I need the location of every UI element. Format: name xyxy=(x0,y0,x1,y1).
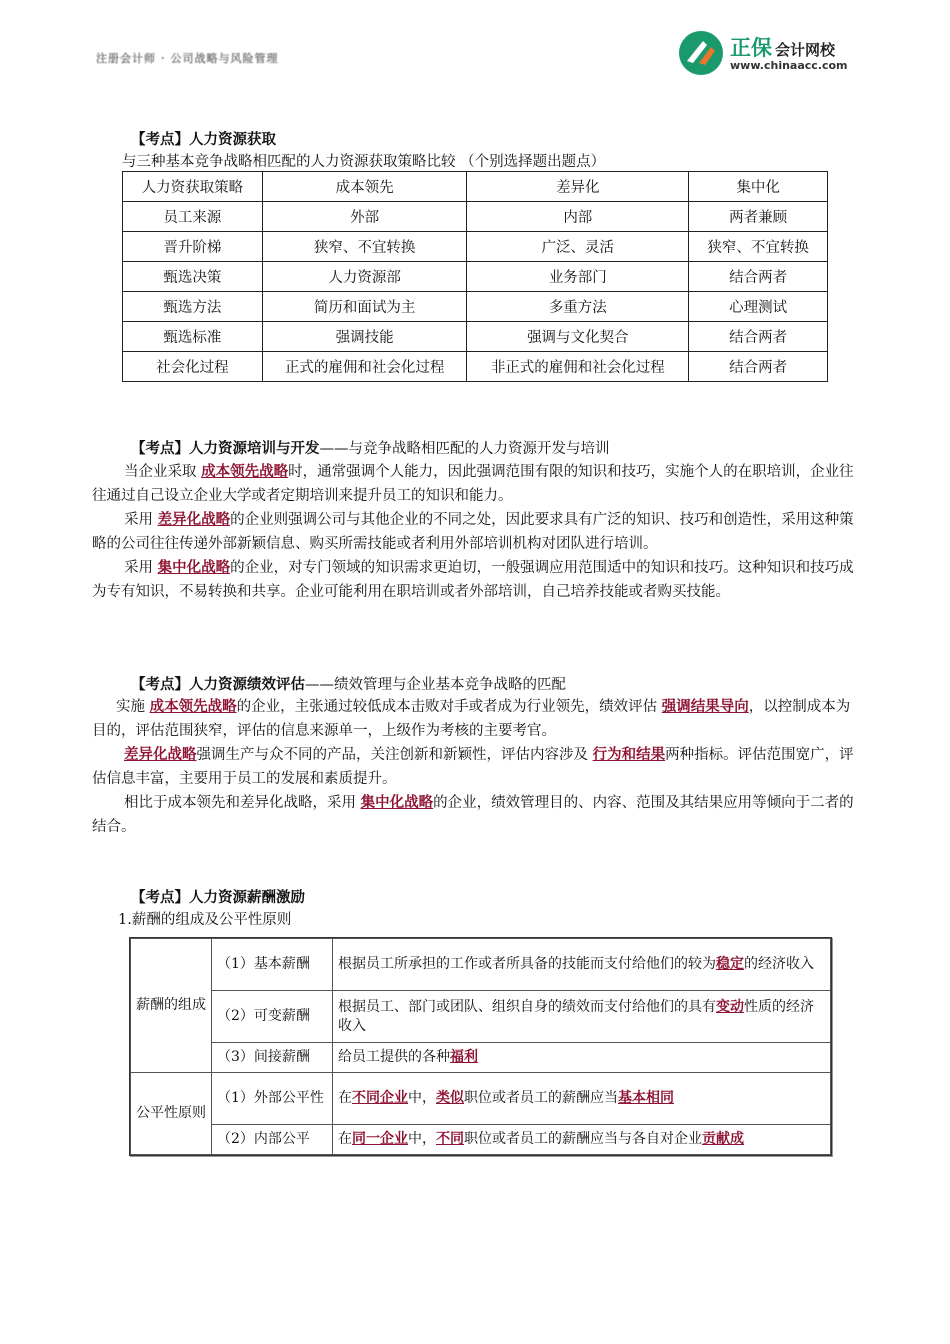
table-row xyxy=(131,1125,831,1155)
table-cell: 结合两者 xyxy=(689,262,828,292)
keyword-highlight: 变动 xyxy=(716,998,744,1015)
table-row xyxy=(123,262,828,292)
table-cell: 强调与文化契合 xyxy=(467,322,689,352)
table-header-row xyxy=(123,172,828,202)
table-cell: 两者兼顾 xyxy=(689,202,828,232)
section-title-appraisal: 【考点】人力资源绩效评估 xyxy=(131,677,305,693)
table-cell: 狭窄、不宜转换 xyxy=(689,232,828,262)
keyword-highlight: 集中化战略 xyxy=(157,559,231,576)
keyword-highlight: 不同企业 xyxy=(352,1090,408,1106)
section-heading-appraisal xyxy=(131,673,566,694)
keyword-highlight: 基本相同 xyxy=(618,1090,674,1106)
table-cell: 甄选决策 xyxy=(123,262,263,292)
table-cell: 甄选标准 xyxy=(123,322,263,352)
row-label: （2）可变薪酬 xyxy=(212,991,333,1043)
section-title-compensation: 【考点】人力资源薪酬激励 xyxy=(131,890,305,906)
table-row xyxy=(123,232,828,262)
table-cell: 结合两者 xyxy=(689,322,828,352)
section-title-acquisition: 【考点】人力资源获取 xyxy=(131,132,276,148)
brand-logo[interactable] xyxy=(678,30,878,76)
acquisition-strategy-table xyxy=(122,171,828,382)
table-cell: 业务部门 xyxy=(467,262,689,292)
table-cell: 正式的雇佣和社会化过程 xyxy=(262,352,467,382)
table-cell: 社会化过程 xyxy=(123,352,263,382)
row-content: 根据员工所承担的工作或者所具备的技能而支付给他们的较为稳定的经济收入 xyxy=(333,939,831,991)
keyword-highlight: 差异化战略 xyxy=(157,511,231,528)
table-cell: 晋升阶梯 xyxy=(123,232,263,262)
table-row xyxy=(123,292,828,322)
table-cell: 广泛、灵活 xyxy=(467,232,689,262)
table-header-cell: 集中化 xyxy=(689,172,828,202)
logo-school: 会计网校 xyxy=(775,41,836,59)
group-cell: 公平性原则 xyxy=(131,1073,212,1155)
group-cell: 薪酬的组成 xyxy=(131,939,212,1073)
table-header-cell: 成本领先 xyxy=(262,172,467,202)
paragraph: 相比于成本领先和差异化战略，采用 集中化战略的企业，绩效管理目的、内容、范围及其结果应用等倾向于二者的结合。 xyxy=(92,794,854,835)
row-content: 给员工提供的各种福利 xyxy=(333,1043,831,1073)
keyword-highlight: 稳定 xyxy=(716,956,744,972)
table-row xyxy=(123,202,828,232)
training-paragraphs xyxy=(92,460,862,604)
row-label: （2）内部公平 xyxy=(212,1125,333,1155)
paragraph: 实施 成本领先战略的企业，主张通过较低成本击败对手或者成为行业领先，绩效评估 强调结果导向，以控制成本为目的，评估范围狭窄，评估的信息来源单一，上级作为考核的主要考官。 xyxy=(92,698,851,739)
section-title-training-rest: ——与竞争战略相匹配的人力资源开发与培训 xyxy=(319,441,610,457)
logo-brand: 正保 xyxy=(730,36,772,60)
table-cell: 人力资源部 xyxy=(262,262,467,292)
section-title-appraisal-rest: ——绩效管理与企业基本竞争战略的匹配 xyxy=(305,677,566,693)
keyword-highlight: 集中化战略 xyxy=(360,794,434,811)
table-cell: 结合两者 xyxy=(689,352,828,382)
keyword-highlight: 差异化战略 xyxy=(124,746,197,763)
compensation-table xyxy=(129,937,832,1156)
table-row xyxy=(131,1043,831,1073)
keyword-highlight: 福利 xyxy=(450,1049,478,1065)
paragraph: 当企业采取 成本领先战略时，通常强调个人能力，因此强调范围有限的知识和技巧，实施个人的在职培训，企业往往通过自己设立企业大学或者定期培训来提升员工的知识和能力。 xyxy=(92,463,854,504)
row-content: 在不同企业中，类似职位或者员工的薪酬应当基本相同 xyxy=(333,1073,831,1125)
section-subtitle-acquisition: 与三种基本竞争战略相匹配的人力资源获取策略比较 （个别选择题出题点） xyxy=(122,154,606,170)
paragraph: 采用 差异化战略的企业则强调公司与其他企业的不同之处，因此要求具有广泛的知识、技巧和创造性，采用这种策略的公司往往传递外部新颖信息、购买所需技能或者利用外部培训机构对团队进行培训。 xyxy=(92,511,854,552)
row-content: 在同一企业中，不同职位或者员工的薪酬应当与各自对企业贡献成 xyxy=(333,1125,831,1155)
keyword-highlight: 行为和结果 xyxy=(592,746,666,763)
table-cell: 员工来源 xyxy=(123,202,263,232)
logo-mark-icon xyxy=(678,30,724,76)
logo-url: www.chinaacc.com xyxy=(730,59,848,72)
appraisal-paragraphs xyxy=(92,695,862,839)
row-label: （1）基本薪酬 xyxy=(212,939,333,991)
running-title: 注册会计师 · 公司战略与风险管理 xyxy=(96,52,279,65)
table-row xyxy=(131,1073,831,1125)
section-title-training: 【考点】人力资源培训与开发 xyxy=(131,441,320,457)
paragraph: 差异化战略强调生产与众不同的产品，关注创新和新颖性，评估内容涉及 行为和结果两种指标。评估范围宽广，评估信息丰富，主要用于员工的发展和素质提升。 xyxy=(92,746,854,787)
section-heading-training xyxy=(131,437,610,458)
table-cell: 非正式的雇佣和社会化过程 xyxy=(467,352,689,382)
table-cell: 狭窄、不宜转换 xyxy=(262,232,467,262)
table-header-cell: 差异化 xyxy=(467,172,689,202)
section-subtitle-compensation: 1.薪酬的组成及公平性原则 xyxy=(118,912,292,928)
table-cell: 简历和面试为主 xyxy=(262,292,467,322)
table-cell: 外部 xyxy=(262,202,467,232)
keyword-highlight: 强调结果导向 xyxy=(661,698,749,715)
table-cell: 心理测试 xyxy=(689,292,828,322)
row-label: （3）间接薪酬 xyxy=(212,1043,333,1073)
keyword-highlight: 类似 xyxy=(436,1090,464,1106)
table-cell: 内部 xyxy=(467,202,689,232)
table-row xyxy=(131,939,831,991)
keyword-highlight: 成本领先战略 xyxy=(149,698,237,715)
paragraph: 采用 集中化战略的企业，对专门领域的知识需求更迫切，一般强调应用范围适中的知识和技巧。这种知识和技巧成为专有知识，不易转换和共享。企业可能利用在职培训或者外部培训，自己培养技能或者购买技能。 xyxy=(92,559,854,600)
table-row xyxy=(123,322,828,352)
table-row xyxy=(131,991,831,1043)
table-header-cell: 人力资获取策略 xyxy=(123,172,263,202)
table-cell: 强调技能 xyxy=(262,322,467,352)
table-row xyxy=(123,352,828,382)
keyword-highlight: 成本领先战略 xyxy=(201,463,289,480)
table-cell: 多重方法 xyxy=(467,292,689,322)
row-content: 根据员工、部门或团队、组织自身的绩效而支付给他们的具有变动性质的经济收入 xyxy=(333,991,831,1043)
row-label: （1）外部公平性 xyxy=(212,1073,333,1125)
keyword-highlight: 贡献成 xyxy=(702,1131,744,1147)
keyword-highlight: 不同 xyxy=(436,1131,464,1147)
keyword-highlight: 同一企业 xyxy=(352,1131,408,1147)
table-cell: 甄选方法 xyxy=(123,292,263,322)
